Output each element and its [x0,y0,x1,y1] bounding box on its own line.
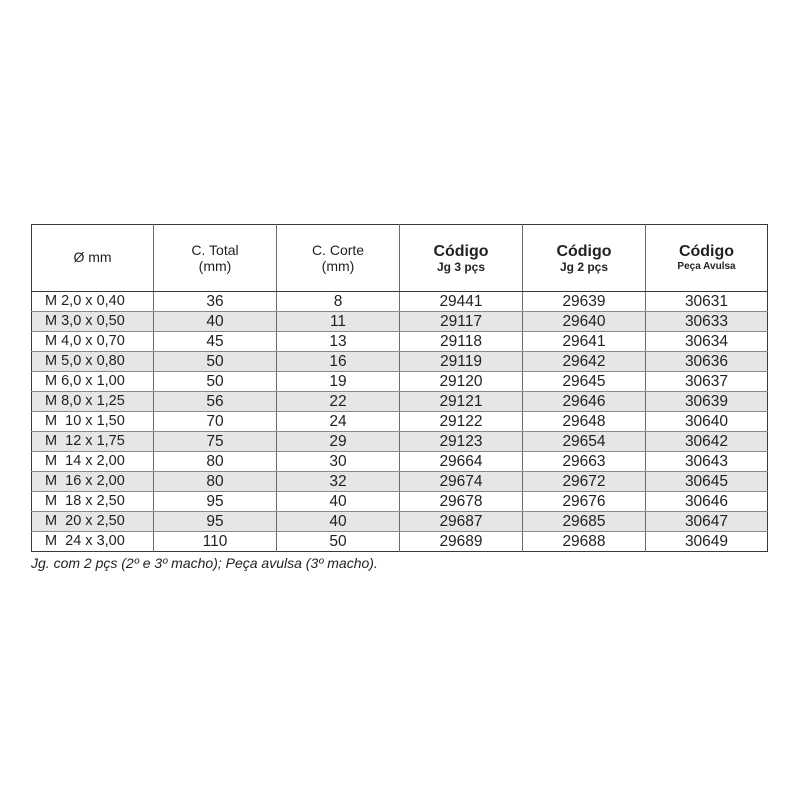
cell-total-length: 80 [154,452,277,472]
cell-code-single: 30639 [646,392,768,412]
table-header-row [32,225,768,292]
cell-cut-length: 11 [277,312,400,332]
table-row [32,492,768,512]
footnote: Jg. com 2 pçs (2º e 3º macho); Peça avulsa (3º macho). [31,555,378,571]
cell-code-single: 30636 [646,352,768,372]
cell-code-set2: 29639 [523,292,646,312]
cell-cut-length: 22 [277,392,400,412]
cell-total-length: 95 [154,492,277,512]
cell-code-set3: 29118 [400,332,523,352]
header-diameter: Ø mm [32,225,154,292]
cell-code-set2: 29645 [523,372,646,392]
cell-size: M 16 x 2,00 [32,472,154,492]
cell-size: M 4,0 x 0,70 [32,332,154,352]
cell-cut-length: 32 [277,472,400,492]
table-row [32,532,768,552]
spec-table-container [31,224,767,571]
cell-code-set3: 29687 [400,512,523,532]
cell-code-set3: 29664 [400,452,523,472]
cell-size: M 14 x 2,00 [32,452,154,472]
cell-total-length: 56 [154,392,277,412]
cell-code-single: 30640 [646,412,768,432]
cell-total-length: 95 [154,512,277,532]
cell-code-single: 30645 [646,472,768,492]
header-code-single: Código Peça Avulsa [646,225,768,292]
cell-code-set2: 29688 [523,532,646,552]
cell-cut-length: 8 [277,292,400,312]
cell-code-set3: 29123 [400,432,523,452]
cell-code-set2: 29685 [523,512,646,532]
cell-code-set3: 29119 [400,352,523,372]
cell-size: M 3,0 x 0,50 [32,312,154,332]
cell-code-set3: 29441 [400,292,523,312]
header-cut-length: C. Corte (mm) [277,225,400,292]
cell-size: M 18 x 2,50 [32,492,154,512]
table-body [32,292,768,552]
cell-total-length: 50 [154,372,277,392]
cell-total-length: 70 [154,412,277,432]
cell-size: M 10 x 1,50 [32,412,154,432]
cell-total-length: 36 [154,292,277,312]
table-row [32,432,768,452]
cell-cut-length: 50 [277,532,400,552]
cell-code-single: 30642 [646,432,768,452]
cell-size: M 20 x 2,50 [32,512,154,532]
cell-size: M 24 x 3,00 [32,532,154,552]
cell-cut-length: 40 [277,492,400,512]
cell-code-single: 30647 [646,512,768,532]
cell-size: M 8,0 x 1,25 [32,392,154,412]
table-row [32,332,768,352]
cell-cut-length: 30 [277,452,400,472]
cell-code-set2: 29672 [523,472,646,492]
cell-total-length: 50 [154,352,277,372]
cell-code-set3: 29121 [400,392,523,412]
cell-total-length: 40 [154,312,277,332]
cell-code-set2: 29663 [523,452,646,472]
cell-total-length: 80 [154,472,277,492]
cell-cut-length: 19 [277,372,400,392]
cell-code-single: 30631 [646,292,768,312]
cell-code-single: 30637 [646,372,768,392]
cell-cut-length: 29 [277,432,400,452]
table-row [32,452,768,472]
table-row [32,352,768,372]
table-row [32,312,768,332]
cell-code-set2: 29642 [523,352,646,372]
table-row [32,412,768,432]
cell-cut-length: 16 [277,352,400,372]
cell-code-set3: 29120 [400,372,523,392]
table-row [32,372,768,392]
tap-spec-table [31,224,768,552]
cell-code-set2: 29641 [523,332,646,352]
cell-code-set3: 29678 [400,492,523,512]
cell-total-length: 110 [154,532,277,552]
cell-code-single: 30633 [646,312,768,332]
cell-code-single: 30643 [646,452,768,472]
cell-code-set2: 29676 [523,492,646,512]
cell-size: M 12 x 1,75 [32,432,154,452]
cell-code-set3: 29122 [400,412,523,432]
cell-code-single: 30649 [646,532,768,552]
table-row [32,472,768,492]
header-total-length: C. Total (mm) [154,225,277,292]
cell-code-set2: 29648 [523,412,646,432]
cell-code-single: 30646 [646,492,768,512]
header-code-set3: Código Jg 3 pçs [400,225,523,292]
table-row [32,392,768,412]
cell-code-set2: 29654 [523,432,646,452]
cell-code-single: 30634 [646,332,768,352]
cell-code-set3: 29117 [400,312,523,332]
cell-total-length: 75 [154,432,277,452]
cell-code-set2: 29640 [523,312,646,332]
cell-cut-length: 40 [277,512,400,532]
cell-size: M 2,0 x 0,40 [32,292,154,312]
cell-total-length: 45 [154,332,277,352]
header-code-set2: Código Jg 2 pçs [523,225,646,292]
cell-cut-length: 24 [277,412,400,432]
cell-code-set2: 29646 [523,392,646,412]
cell-cut-length: 13 [277,332,400,352]
table-row [32,512,768,532]
cell-code-set3: 29674 [400,472,523,492]
cell-code-set3: 29689 [400,532,523,552]
cell-size: M 6,0 x 1,00 [32,372,154,392]
table-row [32,292,768,312]
cell-size: M 5,0 x 0,80 [32,352,154,372]
